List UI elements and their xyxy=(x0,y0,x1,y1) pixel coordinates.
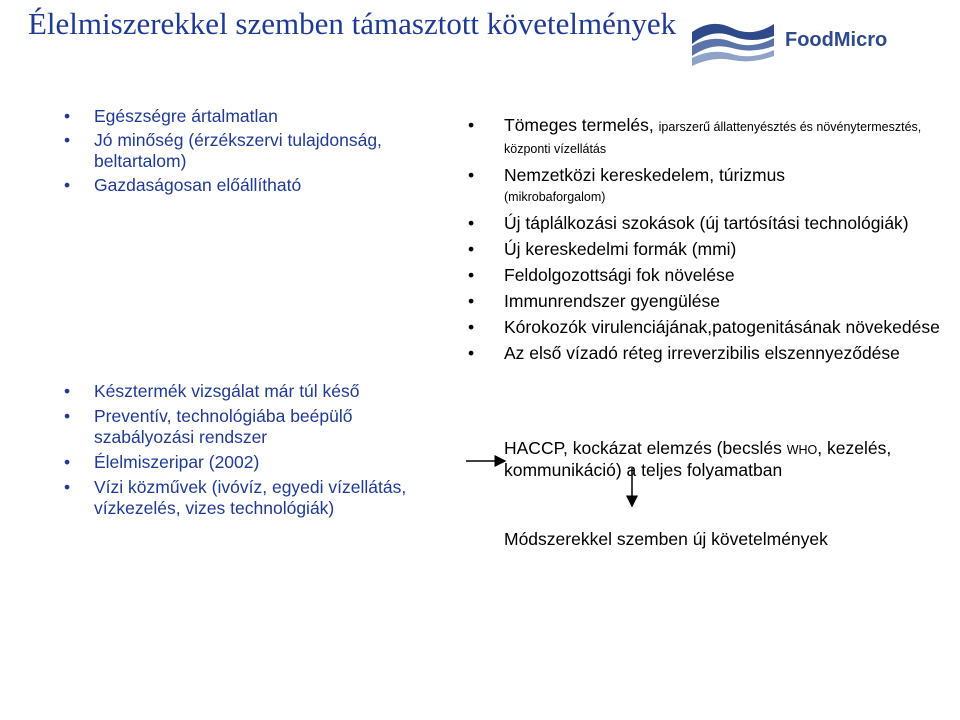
list-item xyxy=(468,265,948,285)
list-item: • Élelmiszeripar (2002) xyxy=(64,452,454,473)
item-main: Új táplálkozási szokások (új tartósítási technológiák) xyxy=(504,213,909,233)
left-list-1 xyxy=(64,106,454,199)
item-main: Az első vízadó réteg irreverzibilis elszennyeződése xyxy=(504,343,900,363)
logo-wave-light xyxy=(692,50,774,66)
list-item xyxy=(468,213,948,233)
list-item: • Vízi közművek (ivóvíz, egyedi vízellátás, vízkezelés, vizes technológiák) xyxy=(64,477,454,519)
list-item xyxy=(468,115,948,159)
item-main: Új kereskedelmi formák (mmi) xyxy=(504,239,737,259)
list-item xyxy=(468,239,948,259)
who-abbreviation: WHO xyxy=(786,443,818,457)
methods-text: Módszerekkel szemben új követelmények xyxy=(504,529,828,549)
slide-title: Élelmiszerekkel szemben támasztott követelmények xyxy=(28,6,677,41)
item-detail: (mikrobaforgalom) xyxy=(504,190,606,204)
item-main: Immunrendszer gyengülése xyxy=(504,291,720,311)
list-item xyxy=(468,317,948,337)
item-detail: iparszerű állattenyésztés és növénytermesztés, központi vízellátás xyxy=(504,120,922,156)
item-main: Kórokozók virulenciájának,patogenitásának növekedése xyxy=(504,317,940,337)
list-item: • Gazdaságosan előállítható xyxy=(64,175,454,196)
list-item xyxy=(468,165,948,207)
item-main: Feldolgozottsági fok növelése xyxy=(504,265,735,285)
list-item: • Preventív, technológiába beépülő szabályozási rendszer xyxy=(64,406,454,448)
item-main: Tömeges termelés, xyxy=(504,115,654,135)
logo-text: FoodMicro xyxy=(785,29,888,51)
haccp-part-1: HACCP, kockázat elemzés (becslés xyxy=(504,438,782,458)
right-list xyxy=(468,115,948,369)
list-item: • Jó minőség (érzékszervi tulajdonság, beltartalom) xyxy=(64,130,454,172)
list-item: • Egészségre ártalmatlan xyxy=(64,106,454,127)
item-main: Nemzetközi kereskedelem, túrizmus xyxy=(504,165,786,185)
left-list-2 xyxy=(64,381,454,523)
list-item xyxy=(468,343,948,363)
list-item: • Késztermék vizsgálat már túl késő xyxy=(64,381,454,402)
haccp-part-2: , kezelés, kommunikáció) a teljes folyamatban xyxy=(504,438,892,480)
list-item xyxy=(468,291,948,311)
haccp-text xyxy=(504,438,924,480)
logo-wave-mid xyxy=(692,38,774,56)
